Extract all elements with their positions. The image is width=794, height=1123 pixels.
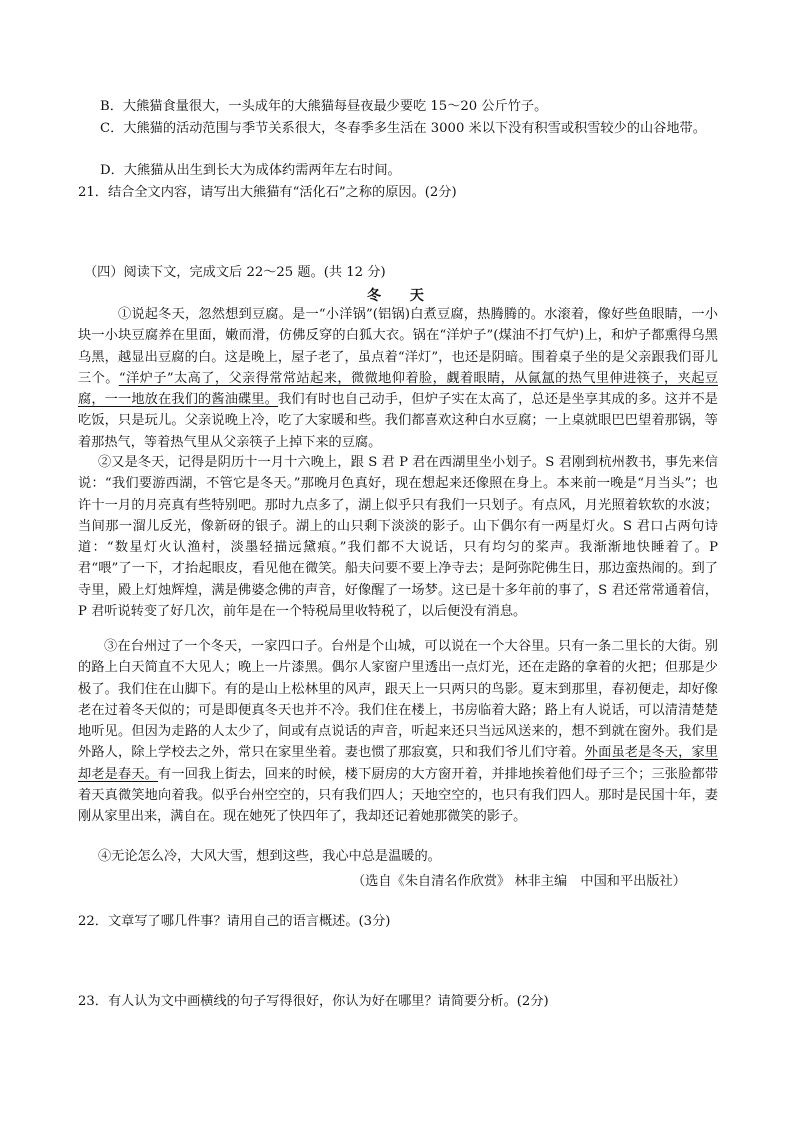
paragraph-4: ④无论怎么冷，大风大雪，想到这些，我心中总是温暖的。 (98, 849, 441, 864)
question-23: 23．有人认为文中画横线的句子写得很好，你认为好在哪里？请简要分析。(2分) (78, 994, 549, 1009)
section-heading: （四）阅读下文，完成文后 22～25 题。(共 12 分) (84, 265, 386, 280)
source-citation: （选自《朱自清名作欣赏》 林非主编 中国和平出版社） (352, 874, 686, 889)
passage-title: 冬 天 (367, 288, 436, 304)
paragraph-3 (78, 636, 718, 828)
paragraph-1 (78, 304, 718, 453)
paragraph-3-text-a: ③在台州过了一个冬天，一家四口子。台州是个山城，可以说在一个大谷里。只有一条二里长的大街。别的路上白天简直不大见人；晚上一片漆黑。偶尔人家窗户里透出一点灯光，还在走路的拿着的火把；但那是少极了。我们住在山脚下。有的是山上松林里的风声，跟天上一只两只的鸟影。夏末到那里，春初便走，却好像老在过着冬天似的；可是即便真冬天也并不冷。我们住在楼上，书房临着大路；路上有人说话，可以清清楚楚地听见。但因为走路的人太少了，间或有点说话的声音，听起来还只当远风送来的，想不到就在窗外。我们是外路人，除上学校去之外，常只在家里坐着。妻也惯了那寂寞，只和我们爷儿们守着。 (78, 639, 718, 761)
question-22: 22．文章写了哪几件事？请用自己的语言概述。(3分) (78, 914, 391, 929)
underlined-sentence-2: 外面虽老是冬天，家里却老是春天。 (78, 745, 718, 782)
paragraph-3-text-b: 有一回我上街去，回来的时候，楼下厨房的大方窗开着，并排地挨着他们母子三个；三张脸都带着天真微笑地向着我。似乎台州空空的，只有我们四人；天地空空的，也只有我们四人。那时是民国十年，妻刚从家里出来，满自在。现在她死了快四年了，我却还记着她那微笑的影子。 (78, 766, 719, 825)
paragraph-1-text-a: ①说起冬天，忽然想到豆腐。是一“小洋锅”(铝锅)白煮豆腐，热腾腾的。水滚着，像好些鱼眼睛，一小块一小块豆腐养在里面，嫩而滑，仿佛反穿的白狐大衣。锅在“洋炉子”(煤油不打气炉)上，和炉子都熏得乌黑乌黑，越显出豆腐的白。这是晚上，屋子老了，虽点着“洋灯”，也还是阴暗。围着桌子坐的是父亲跟我们哥儿三个。 (78, 307, 718, 386)
question-21: 21．结合全文内容，请写出大熊猫有“活化石”之称的原因。(2分) (78, 185, 457, 200)
paragraph-2: ②又是冬天，记得是阴历十一月十六晚上，跟 S 君 P 君在西湖里坐小划子。S 君刚到杭州教书，事先来信说：“我们要游西湖，不管它是冬天。”那晚月色真好，现在想起来还像照在身上。本来前一晚是“月当头”；也许十一月的月亮真有些特别吧。那时九点多了，湖上似乎只有我们一只划子。有点风，月光照着软软的水波；当间那一溜儿反光，像新砑的银子。湖上的山只剩下淡淡的影子。山下偶尔有一两星灯火。S 君口占两句诗道：“数星灯火认渔村，淡墨轻描远黛痕。”我们都不大说话，只有均匀的桨声。我渐渐地快睡着了。P 君“喂”了一下，才抬起眼皮，看见他在微笑。船夫问要不要上净寺去；是阿弥陀佛生日，那边蛮热闹的。到了寺里，殿上灯烛辉煌，满是佛婆念佛的声音，好像醒了一场梦。这已是十多年前的事了，S 君还常常通着信，P 君听说转变了好几次，前年是在一个特税局里收特税了，以后便没有消息。 (78, 455, 718, 620)
underlined-sentence-1: “洋炉子”太高了，父亲得常常站起来，微微地仰着脸，觑着眼睛，从氤氲的热气里伸进筷子，夹起豆腐，一一地放在我们的酱油碟里。 (78, 370, 719, 408)
option-c: C．大熊猫的活动范围与季节关系很大，冬春季多生活在 3000 米以下没有积雪或积雪较少的山谷地带。 (100, 121, 706, 136)
paragraph-1-text-b: 我们有时也自己动手，但炉子实在太高了，总还是坐享其成的多。这并不是吃饭，只是玩儿。父亲说晚上冷，吃了大家暖和些。我们都喜欢这种白水豆腐；一上桌就眼巴巴望着那锅，等着那热气，等着热气里从父亲筷子上掉下来的豆腐。 (78, 392, 718, 450)
option-d: D．大熊猫从出生到长大为成体约需两年左右时间。 (100, 163, 401, 178)
option-b: B．大熊猫食量很大，一头成年的大熊猫每昼夜最少要吃 15～20 公斤竹子。 (100, 99, 548, 114)
